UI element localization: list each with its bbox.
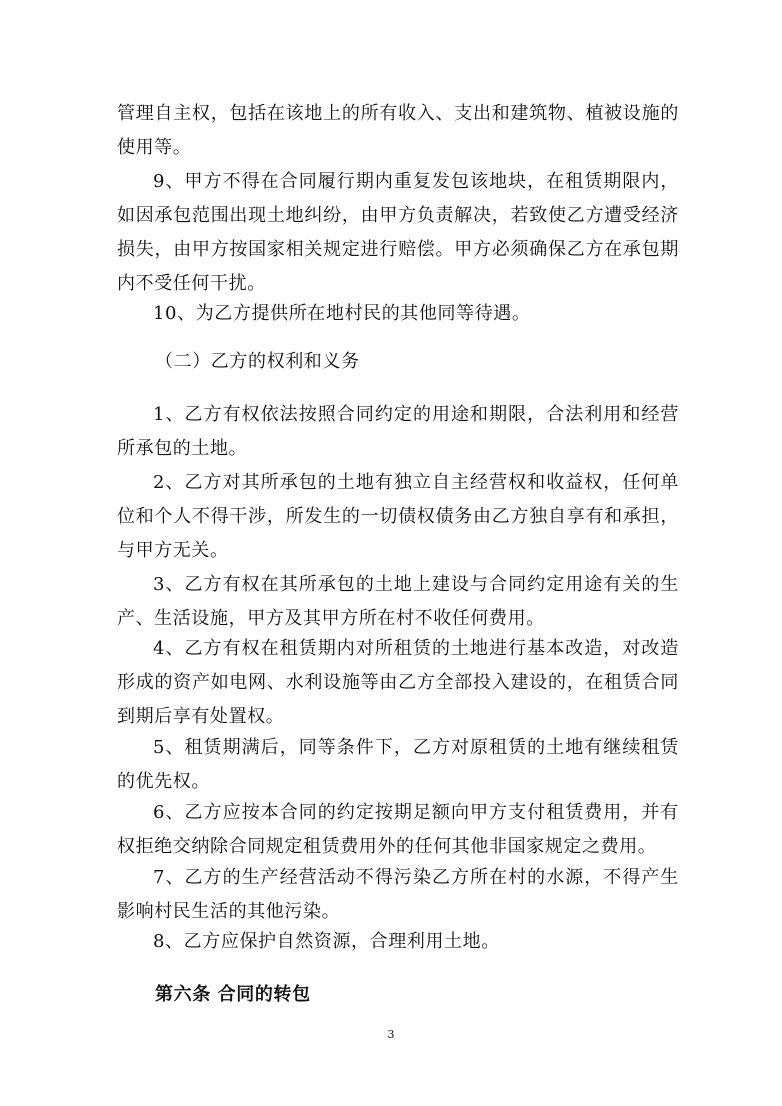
party-b-item-2: 2、乙方对其所承包的土地有独立自主经营权和收益权，任何单位和个人不得干涉，所发生的一切债权债务由乙方独自享有和承担，与甲方无关。 (117, 472, 679, 561)
party-b-item-7: 7、乙方的生产经营活动不得污染乙方所在村的水源，不得产生影响村民生活的其他污染。 (117, 867, 679, 922)
party-b-item-4: 4、乙方有权在租赁期内对所租赁的土地进行基本改造，对改造形成的资产如电网、水利设施等由乙方全部投入建设的，在租赁合同到期后享有处置权。 (117, 638, 679, 727)
paragraph-item-10: 10、为乙方提供所在地村民的其他同等待遇。 (153, 303, 531, 324)
party-b-item-6: 6、乙方应按本合同的约定按期足额向甲方支付租赁费用，并有权拒绝交纳除合同规定租赁费用外的任何其他非国家规定之费用。 (117, 802, 679, 857)
party-b-item-8: 8、乙方应保护自然资源，合理利用土地。 (153, 931, 500, 952)
page-number: 3 (387, 1028, 395, 1041)
section-heading-party-b-rights: （二）乙方的权利和义务 (155, 351, 360, 372)
paragraph-item-9: 9、甲方不得在合同履行期内重复发包该地块，在租赁期限内，如因承包范围出现土地纠纷，由甲方负责解决，若致使乙方遭受经济损失，由甲方按国家相关规定进行赔偿。甲方必须确保乙方在承包期内不受任何干扰。 (117, 171, 679, 294)
article-six-heading: 第六条 合同的转包 (155, 984, 311, 1005)
party-b-item-3: 3、乙方有权在其所承包的土地上建设与合同约定用途有关的生产、生活设施，甲方及其甲方所在村不收任何费用。 (117, 574, 679, 629)
paragraph-continuation: 管理自主权，包括在该地上的所有收入、支出和建筑物、植被设施的使用等。 (117, 103, 679, 158)
party-b-item-1: 1、乙方有权依法按照合同约定的用途和期限，合法利用和经营所承包的土地。 (117, 404, 679, 459)
party-b-item-5: 5、租赁期满后，同等条件下，乙方对原租赁的土地有继续租赁的优先权。 (117, 737, 679, 792)
